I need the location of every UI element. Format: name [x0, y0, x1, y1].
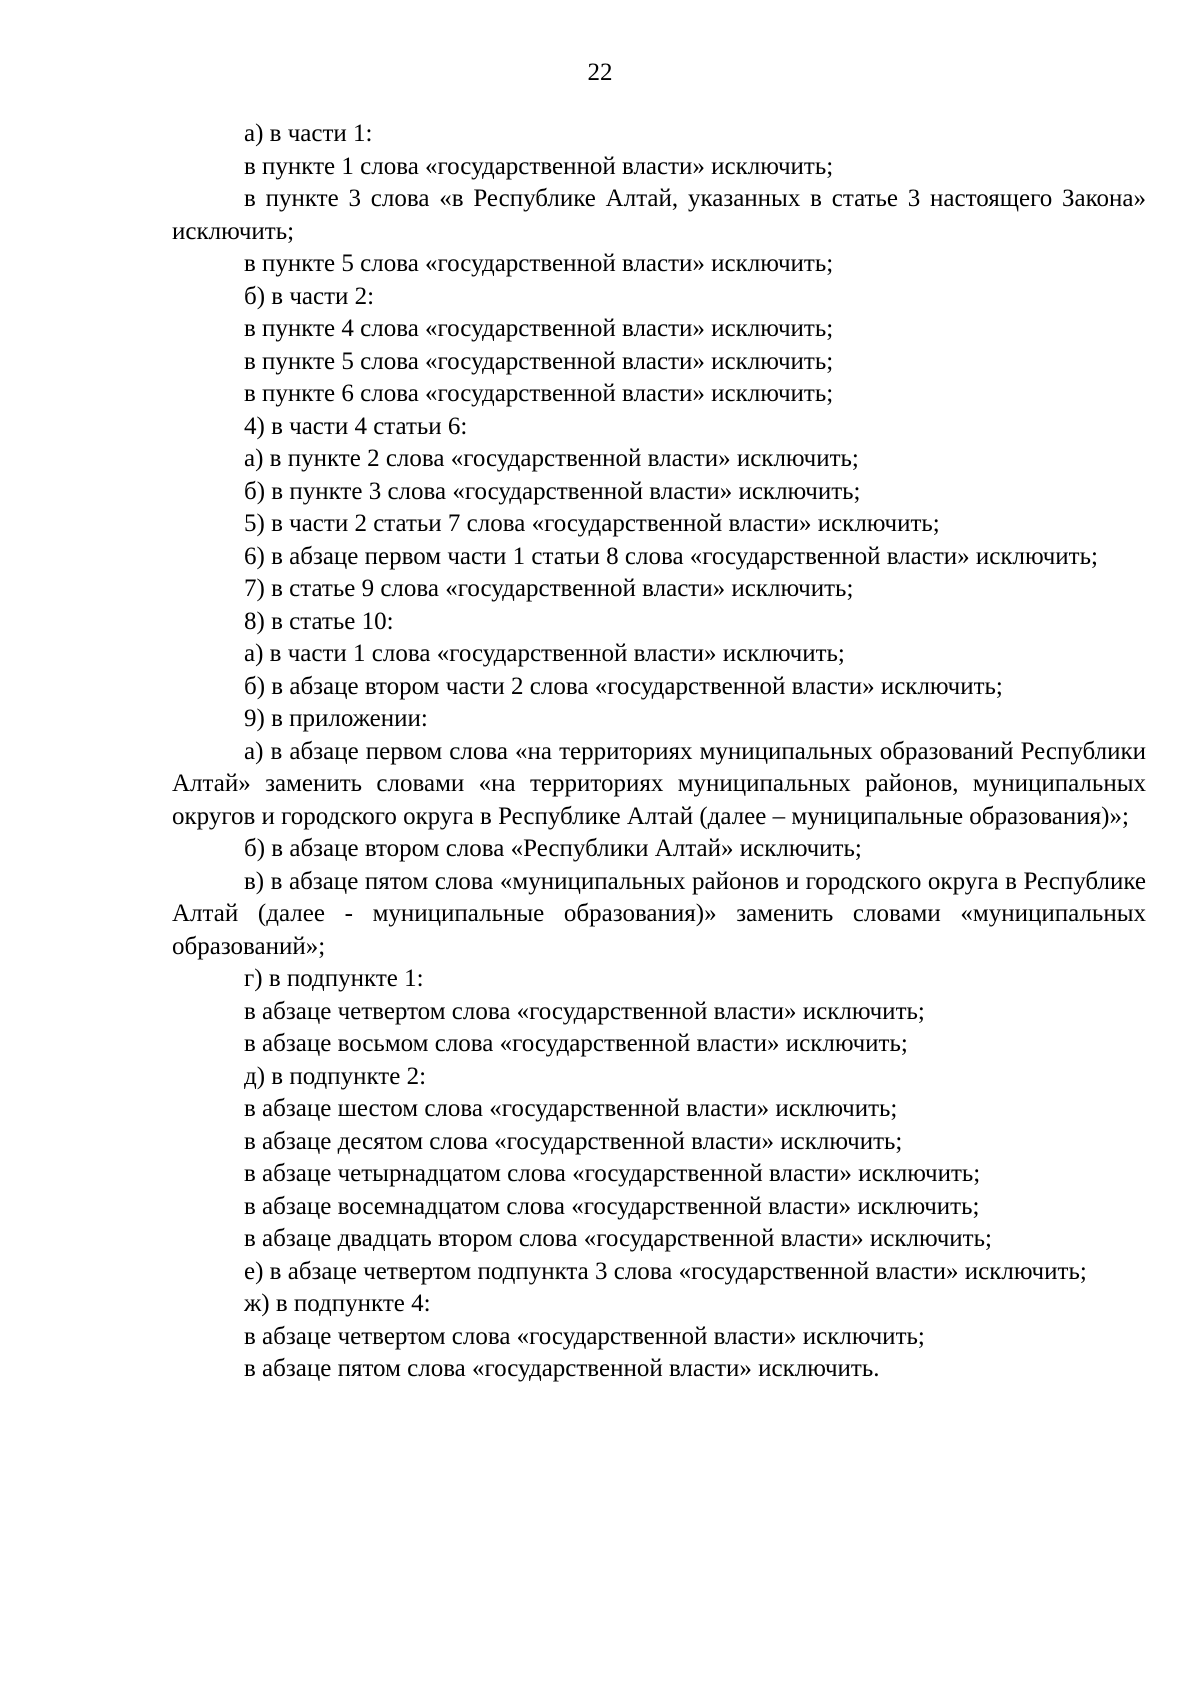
paragraph: 4) в части 4 статьи 6: — [244, 412, 468, 440]
paragraph: в пункте 6 слова «государственной власти» исключить; — [244, 380, 834, 407]
paragraph: в абзаце восемнадцатом слова «государственной власти» исключить; — [244, 1192, 980, 1220]
paragraph: 8) в статье 10: — [244, 607, 394, 635]
paragraph: в абзаце четвертом слова «государственной власти» исключить; — [244, 1322, 925, 1350]
paragraph: в пункте 4 слова «государственной власти» исключить; — [244, 315, 834, 342]
paragraph: а) в части 1: — [244, 120, 373, 147]
paragraph: б) в абзаце втором части 2 слова «государственной власти» исключить; — [244, 672, 1003, 700]
paragraph: в пункте 5 слова «государственной власти» исключить; — [244, 250, 834, 277]
paragraph: в абзаце шестом слова «государственной власти» исключить; — [244, 1095, 898, 1122]
paragraph: а) в пункте 2 слова «государственной власти» исключить; — [244, 445, 859, 472]
document-body — [172, 118, 1146, 1386]
paragraph: д) в подпункте 2: — [244, 1062, 427, 1090]
paragraph: е) в абзаце четвертом подпункта 3 слова «государственной власти» исключить; — [244, 1257, 1087, 1285]
paragraph: 9) в приложении: — [244, 705, 428, 732]
paragraph: в абзаце восьмом слова «государственной власти» исключить; — [244, 1030, 908, 1057]
paragraph: в абзаце четвертом слова «государственной власти» исключить; — [244, 997, 925, 1025]
paragraph: в) в абзаце пятом слова «муниципальных районов и городского округа в Республике Алтай (далее - муниципальные образования)» заменить словами «муниципальных образований»; — [172, 867, 1146, 960]
paragraph: б) в пункте 3 слова «государственной власти» исключить; — [244, 477, 861, 505]
paragraph: б) в абзаце втором слова «Республики Алтай» исключить; — [244, 835, 862, 862]
paragraph: в абзаце двадцать втором слова «государственной власти» исключить; — [244, 1225, 992, 1252]
paragraph: в абзаце пятом слова «государственной власти» исключить. — [244, 1355, 880, 1382]
paragraph: а) в абзаце первом слова «на территориях муниципальных образований Республики Алтай» заменить словами «на территориях муниципальных районов, муниципальных округов и городского округа в Республике Алтай (далее – муниципальные образования)»; — [172, 737, 1146, 830]
paragraph: ж) в подпункте 4: — [244, 1290, 431, 1317]
paragraph: в пункте 5 слова «государственной власти» исключить; — [244, 347, 834, 375]
paragraph: 7) в статье 9 слова «государственной власти» исключить; — [244, 575, 854, 602]
paragraph: г) в подпункте 1: — [244, 965, 424, 992]
paragraph: в пункте 3 слова «в Республике Алтай, указанных в статье 3 настоящего Закона» исключить; — [172, 185, 1146, 245]
paragraph: б) в части 2: — [244, 282, 375, 310]
paragraph: в абзаце четырнадцатом слова «государственной власти» исключить; — [244, 1160, 981, 1187]
paragraph: в пункте 1 слова «государственной власти» исключить; — [244, 152, 834, 180]
paragraph: 5) в части 2 статьи 7 слова «государственной власти» исключить; — [244, 510, 940, 537]
paragraph: 6) в абзаце первом части 1 статьи 8 слова «государственной власти» исключить; — [244, 542, 1098, 570]
paragraph: в абзаце десятом слова «государственной власти» исключить; — [244, 1127, 903, 1155]
page-number: 22 — [587, 59, 613, 86]
paragraph: а) в части 1 слова «государственной власти» исключить; — [244, 640, 845, 667]
